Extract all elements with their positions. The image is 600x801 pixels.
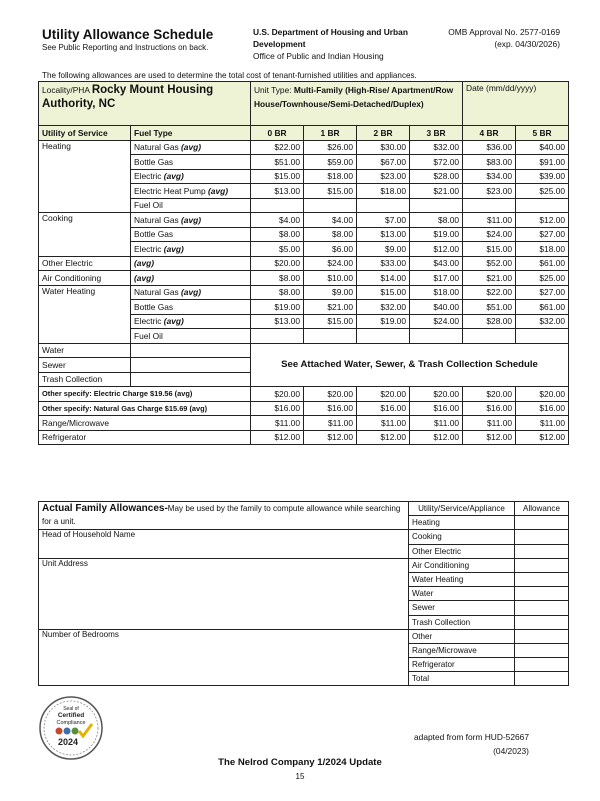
allowance-value xyxy=(251,198,304,213)
allowance-value: $43.00 xyxy=(410,256,463,271)
allowance-value: $19.00 xyxy=(357,314,410,329)
allowance-value: $16.00 xyxy=(251,401,304,416)
allowance-value: $24.00 xyxy=(463,227,516,242)
allowance-value: $72.00 xyxy=(410,155,463,170)
allowance-value: $33.00 xyxy=(357,256,410,271)
appliance-item: Air Conditioning xyxy=(409,558,515,572)
allowance-input xyxy=(515,558,569,572)
col-2br-header: 2 BR xyxy=(357,126,410,141)
fuel-type-label: Fuel Oil xyxy=(134,200,163,211)
fuel-type-cell xyxy=(131,314,251,329)
allowance-value: $12.00 xyxy=(251,430,304,445)
allowance-value: $12.00 xyxy=(357,430,410,445)
allowance-value: $61.00 xyxy=(516,300,569,315)
allowance-value: $20.00 xyxy=(304,387,357,402)
unit-type-value: Multi-Family (High-Rise/ Apartment/Row House/Townhouse/Semi-Detached/Duplex) xyxy=(254,85,454,109)
allowance-value: $11.00 xyxy=(357,416,410,431)
allowance-value: $15.00 xyxy=(251,169,304,184)
table-row xyxy=(39,343,569,358)
fuel-type-label: Bottle Gas xyxy=(134,156,174,167)
unit-address-label: Unit Address xyxy=(39,558,409,629)
allowance-value: $21.00 xyxy=(463,271,516,286)
table-row xyxy=(39,213,569,228)
allowance-input xyxy=(515,601,569,615)
allowance-value: $67.00 xyxy=(357,155,410,170)
allowance-value: $16.00 xyxy=(304,401,357,416)
appliance-item: Trash Collection xyxy=(409,615,515,629)
allowance-value: $14.00 xyxy=(357,271,410,286)
heating-label: Heating xyxy=(39,140,131,155)
allowance-value: $11.00 xyxy=(463,416,516,431)
allowance-value: $9.00 xyxy=(304,285,357,300)
fuel-type-cell xyxy=(131,198,251,213)
allowance-value: $23.00 xyxy=(463,184,516,199)
table-row xyxy=(39,430,569,445)
appliance-item: Water xyxy=(409,587,515,601)
utility-blank-cell xyxy=(39,329,131,344)
air-conditioning-label: Air Conditioning xyxy=(39,271,131,286)
actual-family-allowances-table xyxy=(38,501,569,686)
allowance-value: $13.00 xyxy=(251,314,304,329)
table-row xyxy=(39,329,569,344)
allowance-value xyxy=(463,198,516,213)
allowance-value xyxy=(516,329,569,344)
allowance-value: $20.00 xyxy=(251,256,304,271)
allowance-value xyxy=(357,198,410,213)
allowance-value: $12.00 xyxy=(410,430,463,445)
allowance-value: $28.00 xyxy=(410,169,463,184)
allowance-value xyxy=(410,198,463,213)
fuel-type-cell xyxy=(131,140,251,155)
allowance-value: $20.00 xyxy=(463,387,516,402)
fuel-type-cell xyxy=(131,300,251,315)
agency-line-3: Office of Public and Indian Housing xyxy=(253,51,384,61)
allowance-value: $8.00 xyxy=(251,227,304,242)
allowance-value: $4.00 xyxy=(251,213,304,228)
fuel-type-label: Bottle Gas xyxy=(134,229,174,240)
allowance-value: $9.00 xyxy=(357,242,410,257)
allowance-value: $8.00 xyxy=(251,285,304,300)
allowance-value: $8.00 xyxy=(251,271,304,286)
allowance-value: $13.00 xyxy=(251,184,304,199)
utility-blank-cell xyxy=(39,242,131,257)
fuel-type-cell xyxy=(131,213,251,228)
allowance-value: $40.00 xyxy=(516,140,569,155)
date-label: Date (mm/dd/yyyy) xyxy=(466,83,537,93)
appliance-item: Other xyxy=(409,629,515,643)
avg-marker: (avg) xyxy=(131,271,251,286)
water-heating-label: Water Heating xyxy=(39,285,131,300)
range-label: Range/Microwave xyxy=(39,416,251,431)
fuel-type-label: Natural Gas xyxy=(134,287,179,298)
other-specify-2-label: Other specify: Natural Gas Charge $15.69 (avg) xyxy=(39,401,251,416)
fuel-type-cell xyxy=(131,169,251,184)
allowance-value: $16.00 xyxy=(410,401,463,416)
allowance-value: $83.00 xyxy=(463,155,516,170)
allowance-value xyxy=(410,329,463,344)
other-electric-label: Other Electric xyxy=(39,256,131,271)
utility-blank-cell xyxy=(39,169,131,184)
company-footer: The Nelrod Company 1/2024 Update xyxy=(218,757,382,768)
allowance-value: $40.00 xyxy=(410,300,463,315)
allowance-value: $12.00 xyxy=(516,213,569,228)
table-row xyxy=(39,227,569,242)
col-1br-header: 1 BR xyxy=(304,126,357,141)
adapted-form: adapted from form HUD-52667 xyxy=(414,732,529,742)
allowance-input xyxy=(515,587,569,601)
allowance-value: $15.00 xyxy=(463,242,516,257)
table-row xyxy=(39,285,569,300)
allowance-input xyxy=(515,572,569,586)
table-row xyxy=(39,314,569,329)
appliance-item: Water Heating xyxy=(409,572,515,586)
allowance-input xyxy=(515,544,569,558)
locality-name: Rocky Mount Housing Authority, NC xyxy=(42,84,214,110)
allowance-value: $18.00 xyxy=(357,184,410,199)
allowance-value: $20.00 xyxy=(410,387,463,402)
allowance-value: $11.00 xyxy=(304,416,357,431)
allowance-value: $12.00 xyxy=(516,430,569,445)
col-3br-header: 3 BR xyxy=(410,126,463,141)
allowance-value: $26.00 xyxy=(304,140,357,155)
table-row xyxy=(39,184,569,199)
allowance-table xyxy=(38,81,569,445)
head-of-household-label: Head of Household Name xyxy=(39,530,409,558)
number-of-bedrooms-label: Number of Bedrooms xyxy=(39,629,409,686)
allowance-value: $22.00 xyxy=(251,140,304,155)
avg-marker: (avg) xyxy=(131,256,251,271)
allowance-value: $13.00 xyxy=(357,227,410,242)
allowance-input xyxy=(515,658,569,672)
table-row xyxy=(39,140,569,155)
allowance-value: $32.00 xyxy=(357,300,410,315)
table-row xyxy=(39,300,569,315)
allowance-input xyxy=(515,615,569,629)
seal-compliance-text: Compliance xyxy=(56,720,86,726)
allowance-value: $59.00 xyxy=(304,155,357,170)
allowance-value: $52.00 xyxy=(463,256,516,271)
avg-marker: (avg) xyxy=(163,243,184,254)
allowance-value: $23.00 xyxy=(357,169,410,184)
agency-line-1: U.S. Department of Housing and Urban xyxy=(253,27,408,37)
blank-cell xyxy=(131,358,251,373)
allowance-value: $39.00 xyxy=(516,169,569,184)
allowance-value: $34.00 xyxy=(463,169,516,184)
allowance-input xyxy=(515,672,569,686)
locality-cell xyxy=(39,82,251,126)
seal-certified-text: Certified xyxy=(57,712,85,719)
allowance-value: $36.00 xyxy=(463,140,516,155)
allowance-value: $91.00 xyxy=(516,155,569,170)
fuel-type-label: Natural Gas xyxy=(134,214,179,225)
appliance-item: Cooking xyxy=(409,530,515,544)
table-row xyxy=(39,169,569,184)
utility-blank-cell xyxy=(39,184,131,199)
allowance-value: $11.00 xyxy=(516,416,569,431)
col-0br-header: 0 BR xyxy=(251,126,304,141)
blank-cell xyxy=(131,372,251,387)
allowance-value: $18.00 xyxy=(516,242,569,257)
allowance-value: $20.00 xyxy=(357,387,410,402)
allowance-value xyxy=(463,329,516,344)
allowance-value: $19.00 xyxy=(251,300,304,315)
appliance-item: Sewer xyxy=(409,601,515,615)
unit-type-label: Unit Type: xyxy=(254,85,292,95)
avg-marker: (avg) xyxy=(181,214,202,225)
allowance-value: $24.00 xyxy=(410,314,463,329)
allowance-value: $15.00 xyxy=(357,285,410,300)
allowance-value: $12.00 xyxy=(410,242,463,257)
allowance-input xyxy=(515,643,569,657)
adapted-from-note xyxy=(414,730,529,758)
unit-type-cell xyxy=(251,82,463,126)
allowance-value: $51.00 xyxy=(463,300,516,315)
allowance-value: $19.00 xyxy=(410,227,463,242)
allowance-value: $25.00 xyxy=(516,271,569,286)
allowance-value: $16.00 xyxy=(516,401,569,416)
allowance-value: $10.00 xyxy=(304,271,357,286)
appliance-item: Other Electric xyxy=(409,544,515,558)
appliance-item: Total xyxy=(409,672,515,686)
utility-blank-cell xyxy=(39,198,131,213)
appliance-item: Range/Microwave xyxy=(409,643,515,657)
allowance-input xyxy=(515,516,569,530)
avg-marker: (avg) xyxy=(163,171,184,182)
table-row xyxy=(39,558,569,572)
allowance-value: $51.00 xyxy=(251,155,304,170)
actual-title: Actual Family Allowances- xyxy=(42,503,168,514)
allowance-value: $32.00 xyxy=(516,314,569,329)
allowance-value: $15.00 xyxy=(304,184,357,199)
allowance-value: $21.00 xyxy=(410,184,463,199)
allowance-value: $5.00 xyxy=(251,242,304,257)
allowance-value xyxy=(357,329,410,344)
allowance-value: $28.00 xyxy=(463,314,516,329)
fuel-type-label: Electric xyxy=(134,243,162,254)
allowance-input xyxy=(515,629,569,643)
page-number: 15 xyxy=(295,772,305,781)
fuel-type-cell xyxy=(131,329,251,344)
allowance-value: $8.00 xyxy=(410,213,463,228)
omb-expiration: (exp. 04/30/2026) xyxy=(494,39,560,49)
table-row xyxy=(39,271,569,286)
col-allowance-header: Allowance xyxy=(515,502,569,516)
allowance-value: $12.00 xyxy=(304,430,357,445)
allowance-value: $17.00 xyxy=(410,271,463,286)
table-row xyxy=(39,401,569,416)
allowance-value: $27.00 xyxy=(516,285,569,300)
locality-label: Locality/PHA xyxy=(42,85,90,95)
allowance-value: $16.00 xyxy=(463,401,516,416)
table-row xyxy=(39,242,569,257)
col-4br-header: 4 BR xyxy=(463,126,516,141)
table-row xyxy=(39,416,569,431)
agency-block xyxy=(253,26,443,62)
omb-block xyxy=(448,26,560,50)
other-specify-1-label: Other specify: Electric Charge $19.56 (avg) xyxy=(39,387,251,402)
table-row xyxy=(39,530,569,544)
allowance-value: $11.00 xyxy=(251,416,304,431)
col-5br-header: 5 BR xyxy=(516,126,569,141)
allowance-value: $15.00 xyxy=(304,314,357,329)
allowance-value xyxy=(304,198,357,213)
allowance-value: $12.00 xyxy=(463,430,516,445)
col-fuel-header: Fuel Type xyxy=(131,126,251,141)
allowance-value: $11.00 xyxy=(410,416,463,431)
allowance-value: $4.00 xyxy=(304,213,357,228)
allowance-value: $30.00 xyxy=(357,140,410,155)
allowance-value: $27.00 xyxy=(516,227,569,242)
table-row xyxy=(39,502,569,516)
utility-blank-cell xyxy=(39,300,131,315)
seal-top-text: Seal of xyxy=(63,706,79,712)
fuel-type-label: Fuel Oil xyxy=(134,330,163,341)
page-subtitle: See Public Reporting and Instructions on back. xyxy=(42,43,209,52)
fuel-type-label: Electric xyxy=(134,171,162,182)
avg-marker: (avg) xyxy=(181,142,202,153)
allowance-value: $22.00 xyxy=(463,285,516,300)
fuel-type-cell xyxy=(131,227,251,242)
allowance-value: $21.00 xyxy=(304,300,357,315)
allowance-value: $8.00 xyxy=(304,227,357,242)
page-title: Utility Allowance Schedule xyxy=(42,27,214,42)
allowance-value xyxy=(304,329,357,344)
allowance-value: $25.00 xyxy=(516,184,569,199)
allowance-value: $6.00 xyxy=(304,242,357,257)
appliance-item: Heating xyxy=(409,516,515,530)
allowance-value: $20.00 xyxy=(516,387,569,402)
fuel-type-label: Electric Heat Pump xyxy=(134,185,206,196)
actual-family-allowances-title xyxy=(39,502,409,530)
actual-description: May be used by the family to compute allowance while searching for a unit. xyxy=(42,504,401,526)
utility-blank-cell xyxy=(39,314,131,329)
fuel-type-cell xyxy=(131,242,251,257)
adapted-date: (04/2023) xyxy=(493,746,529,756)
allowance-value: $61.00 xyxy=(516,256,569,271)
fuel-type-cell xyxy=(131,285,251,300)
avg-marker: (avg) xyxy=(181,287,202,298)
date-cell xyxy=(463,82,569,126)
water-label: Water xyxy=(39,343,131,358)
fuel-type-label: Natural Gas xyxy=(134,142,179,153)
allowance-value: $24.00 xyxy=(304,256,357,271)
certified-compliance-seal xyxy=(38,695,104,761)
refrigerator-label: Refrigerator xyxy=(39,430,251,445)
col-utility-header: Utility of Service xyxy=(39,126,131,141)
allowance-value: $18.00 xyxy=(410,285,463,300)
table-row xyxy=(39,387,569,402)
trash-collection-label: Trash Collection xyxy=(39,372,131,387)
intro-text: The following allowances are used to determine the total cost of tenant-furnished utilities and appliances. xyxy=(42,71,417,80)
cooking-label: Cooking xyxy=(39,213,131,228)
table-row xyxy=(39,256,569,271)
allowance-value: $16.00 xyxy=(357,401,410,416)
utility-blank-cell xyxy=(39,155,131,170)
appliance-item: Refrigerator xyxy=(409,658,515,672)
omb-number: OMB Approval No. 2577-0169 xyxy=(448,27,560,37)
col-utility-service-header: Utility/Service/Appliance xyxy=(409,502,515,516)
fuel-type-cell xyxy=(131,184,251,199)
table-row xyxy=(39,198,569,213)
fuel-type-cell xyxy=(131,155,251,170)
agency-line-2: Development xyxy=(253,39,306,49)
blank-cell xyxy=(131,343,251,358)
see-attached-note: See Attached Water, Sewer, & Trash Collection Schedule xyxy=(251,343,569,387)
fuel-type-label: Bottle Gas xyxy=(134,301,174,312)
allowance-value: $11.00 xyxy=(463,213,516,228)
allowance-value: $20.00 xyxy=(251,387,304,402)
sewer-label: Sewer xyxy=(39,358,131,373)
allowance-input xyxy=(515,530,569,544)
allowance-value: $18.00 xyxy=(304,169,357,184)
table-row xyxy=(39,155,569,170)
avg-marker: (avg) xyxy=(208,185,229,196)
fuel-type-label: Electric xyxy=(134,316,162,327)
allowance-value: $32.00 xyxy=(410,140,463,155)
allowance-value: $7.00 xyxy=(357,213,410,228)
utility-blank-cell xyxy=(39,227,131,242)
table-row xyxy=(39,629,569,643)
allowance-value xyxy=(516,198,569,213)
seal-year: 2024 xyxy=(57,737,79,747)
allowance-value xyxy=(251,329,304,344)
avg-marker: (avg) xyxy=(163,316,184,327)
